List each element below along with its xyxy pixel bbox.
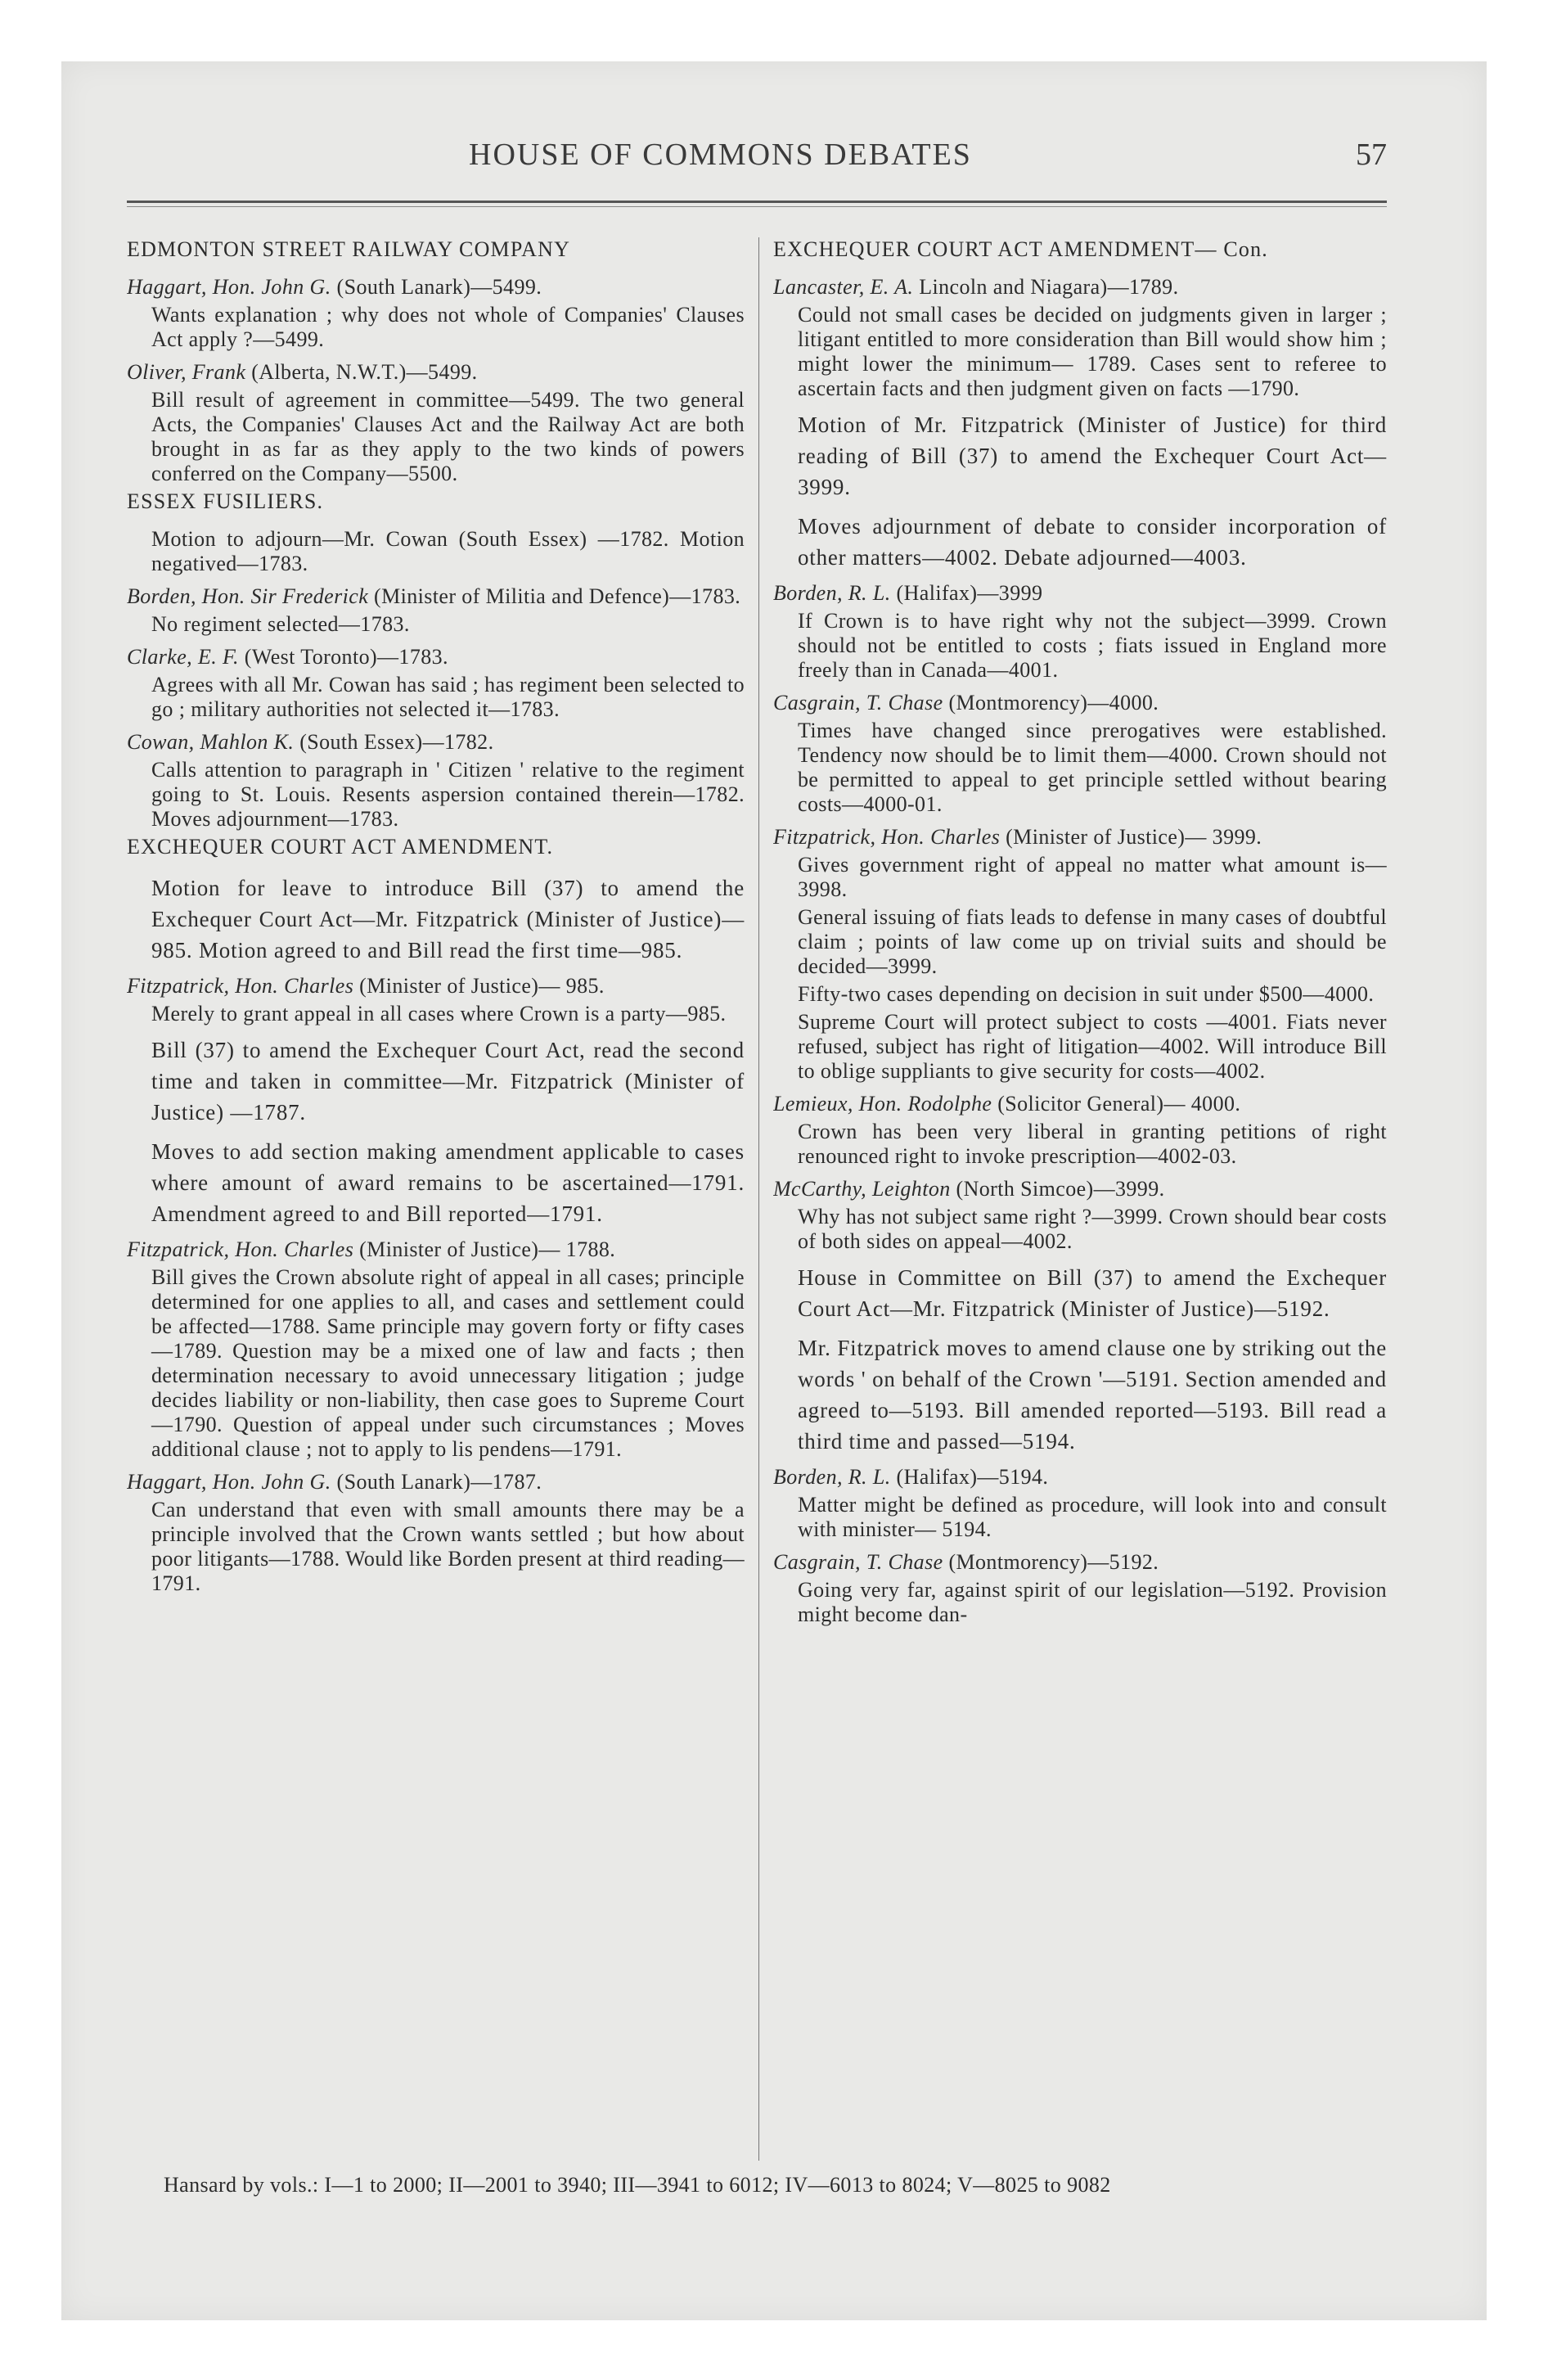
remark-paragraph: Calls attention to paragraph in ' Citizen ' relative to the regiment going to St. Louis. Resents aspersion contained therein—1782. Moves adjournment—1783. [151,758,745,831]
section-heading: EXCHEQUER COURT ACT AMENDMENT— Con. [773,237,1269,261]
speaker-entry [127,360,745,385]
remark-paragraph: Merely to grant appeal in all cases where Crown is a party—985. [151,1002,727,1025]
speaker-riding: (South Lanark)—5499. [336,275,542,299]
page-number: 57 [1356,137,1387,172]
speaker-riding: (Minister of Justice)— 1788. [359,1237,616,1261]
header-rule [127,201,1387,203]
speaker-entry [127,730,745,755]
speaker-riding: (Montmorency)—5192. [948,1550,1159,1574]
speaker-entry [127,275,745,300]
speaker-name: Fitzpatrick, Hon. Charles [773,825,1001,849]
speaker-riding: (South Essex)—1782. [299,730,494,754]
speaker-entry [127,645,745,669]
speaker-riding: (North Simcoe)—3999. [956,1177,1165,1201]
right-column [773,237,1387,2161]
speaker-riding: (Minister of Militia and Defence)—1783. [374,584,741,608]
speaker-entry [773,691,1387,715]
remark-paragraph: Crown has been very liberal in granting petitions of right renounced right to invoke prescription—4002-03. [798,1120,1387,1168]
proceeding-paragraph: Moves to add section making amendment applicable to cases where amount of award remains to be ascertained—1791. Amendment agreed to and Bill reported—1791. [151,1139,745,1226]
remark-paragraph: Bill result of agreement in committee—5499. The two general Acts, the Companies' Clauses Act and the Railway Act are both brought in as far as they apply to the two kinds of powers conferred on the Company—5500. [151,388,745,485]
speaker-riding: (South Lanark)—1787. [336,1470,542,1494]
speaker-riding: (Halifax)—5194. [896,1465,1049,1489]
section-heading: EDMONTON STREET RAILWAY COMPANY [127,237,571,261]
speaker-name: Casgrain, T. Chase [773,691,943,714]
left-column [127,237,745,2161]
proceeding-paragraph: Motion for leave to introduce Bill (37) to amend the Exchequer Court Act—Mr. Fitzpatrick (Minister of Justice)—985. Motion agreed to and Bill read the first time—985. [151,876,745,962]
speaker-name: Casgrain, T. Chase [773,1550,943,1574]
speaker-name: Lemieux, Hon. Rodolphe [773,1092,992,1116]
speaker-name: Borden, R. L. [773,581,891,605]
speaker-name: Haggart, Hon. John G. [127,275,331,299]
remark-paragraph: General issuing of fiats leads to defense in many cases of doubtful claim ; points of law come up on trivial suits and should be decided—3999. [798,905,1387,978]
speaker-riding: (West Toronto)—1783. [244,645,448,669]
speaker-name: Fitzpatrick, Hon. Charles [127,1237,354,1261]
remark-paragraph: No regiment selected—1783. [151,612,410,636]
page-title: HOUSE OF COMMONS DEBATES [469,137,972,172]
speaker-entry [127,584,745,609]
proceeding-paragraph: Bill (37) to amend the Exchequer Court Act, read the second time and taken in committee—Mr. Fitzpatrick (Minister of Justice) —1787. [151,1038,745,1125]
speaker-riding: (Minister of Justice)— 985. [359,974,605,998]
speaker-name: Oliver, Frank [127,360,246,384]
speaker-name: Clarke, E. F. [127,645,239,669]
speaker-name: Fitzpatrick, Hon. Charles [127,974,354,998]
remark-paragraph: Times have changed since prerogatives were established. Tendency now should be to limit them—4000. Crown should not be permitted to appeal to get principle settled without bearing costs—4000-01. [798,719,1387,816]
remark-paragraph: Going very far, against spirit of our legislation—5192. Provision might become dan- [798,1578,1387,1626]
speaker-name: Borden, R. L. [773,1465,891,1489]
speaker-entry [773,581,1387,606]
remark-paragraph: Agrees with all Mr. Cowan has said ; has regiment been selected to go ; military authorities not selected it—1783. [151,673,745,721]
speaker-name: Borden, Hon. Sir Frederick [127,584,369,608]
speaker-entry [773,1550,1387,1575]
header-rule-thin [127,206,1387,207]
speaker-riding: (Halifax)—3999 [896,581,1043,605]
speaker-entry [127,1470,745,1494]
speaker-name: McCarthy, Leighton [773,1177,951,1201]
speaker-riding: (Montmorency)—4000. [948,691,1159,714]
speaker-riding: Lincoln and Niagara)—1789. [919,275,1179,299]
remark-paragraph: Supreme Court will protect subject to costs —4001. Fiats never refused, subject has right of litigation—4002. Will introduce Bill to oblige suppliants to give security for costs—4002. [798,1010,1387,1083]
proceeding-paragraph: House in Committee on Bill (37) to amend the Exchequer Court Act—Mr. Fitzpatrick (Minister of Justice)—5192. [798,1265,1387,1321]
remark-paragraph: Can understand that even with small amounts there may be a principle involved that the Crown wants settled ; but how about poor litigants—1788. Would like Borden present at third reading—1791. [151,1498,745,1595]
speaker-entry [773,1465,1387,1490]
speaker-entry [127,974,745,998]
speaker-entry [773,275,1387,300]
page [127,127,1387,2271]
remark-paragraph: Motion to adjourn—Mr. Cowan (South Essex) —1782. Motion negatived—1783. [151,527,745,575]
remark-paragraph: Could not small cases be decided on judgments given in larger ; litigant entitled to more consideration than Bill would show him ; might lower the minimum— 1789. Cases sent to referee to ascertain facts and then judgment given on facts —1790. [798,303,1387,400]
speaker-name: Cowan, Mahlon K. [127,730,295,754]
section-heading: EXCHEQUER COURT ACT AMENDMENT. [127,835,554,859]
speaker-name: Lancaster, E. A. [773,275,914,299]
speaker-entry [773,825,1387,850]
speaker-entry [127,1237,745,1262]
speaker-riding: (Alberta, N.W.T.)—5499. [251,360,478,384]
proceeding-paragraph: Moves adjournment of debate to consider incorporation of other matters—4002. Debate adjourned—4003. [798,514,1387,570]
column-divider [758,237,759,2161]
speaker-riding: (Minister of Justice)— 3999. [1006,825,1262,849]
remark-paragraph: Wants explanation ; why does not whole of Companies' Clauses Act apply ?—5499. [151,303,745,351]
remark-paragraph: If Crown is to have right why not the subject—3999. Crown should not be entitled to costs ; fiats issued in England more freely than in Canada—4001. [798,609,1387,682]
remark-paragraph: Gives government right of appeal no matter what amount is—3998. [798,853,1387,901]
speaker-name: Haggart, Hon. John G. [127,1470,331,1494]
running-header [127,135,1387,184]
remark-paragraph: Matter might be defined as procedure, will look into and consult with minister— 5194. [798,1493,1387,1541]
speaker-entry [773,1092,1387,1116]
speaker-riding: (Solicitor General)— 4000. [997,1092,1241,1116]
speaker-entry [773,1177,1387,1201]
remark-paragraph: Bill gives the Crown absolute right of appeal in all cases; principle determined for one applies to all, and cases and settlement could be affected—1788. Same principle may govern forty or fifty cases—1789. Question may be a mixed one of law and facts ; then determination necessary to avoid unnecessary litigation ; judge decides liability or non-liability, then case goes to Supreme Court—1790. Question of appeal under such circumstances ; Moves additional clause ; not to apply to lis pendens—1791. [151,1265,745,1461]
proceeding-paragraph: Motion of Mr. Fitzpatrick (Minister of Justice) for third reading of Bill (37) to amend the Exchequer Court Act—3999. [798,412,1387,499]
remark-paragraph: Fifty-two cases depending on decision in suit under $500—4000. [798,982,1375,1006]
proceeding-paragraph: Mr. Fitzpatrick moves to amend clause one by striking out the words ' on behalf of the Crown '—5191. Section amended and agreed to—5193. Bill amended reported—5193. Bill read a third time and passed—5194. [798,1336,1387,1454]
section-heading: ESSEX FUSILIERS. [127,489,324,513]
remark-paragraph: Why has not subject same right ?—3999. Crown should bear costs of both sides on appeal—4002. [798,1205,1387,1253]
volume-index-footer: Hansard by vols.: I—1 to 2000; II—2001 to 3940; III—3941 to 6012; IV—6013 to 8024; V—8025 to 9082 [164,2173,1111,2197]
